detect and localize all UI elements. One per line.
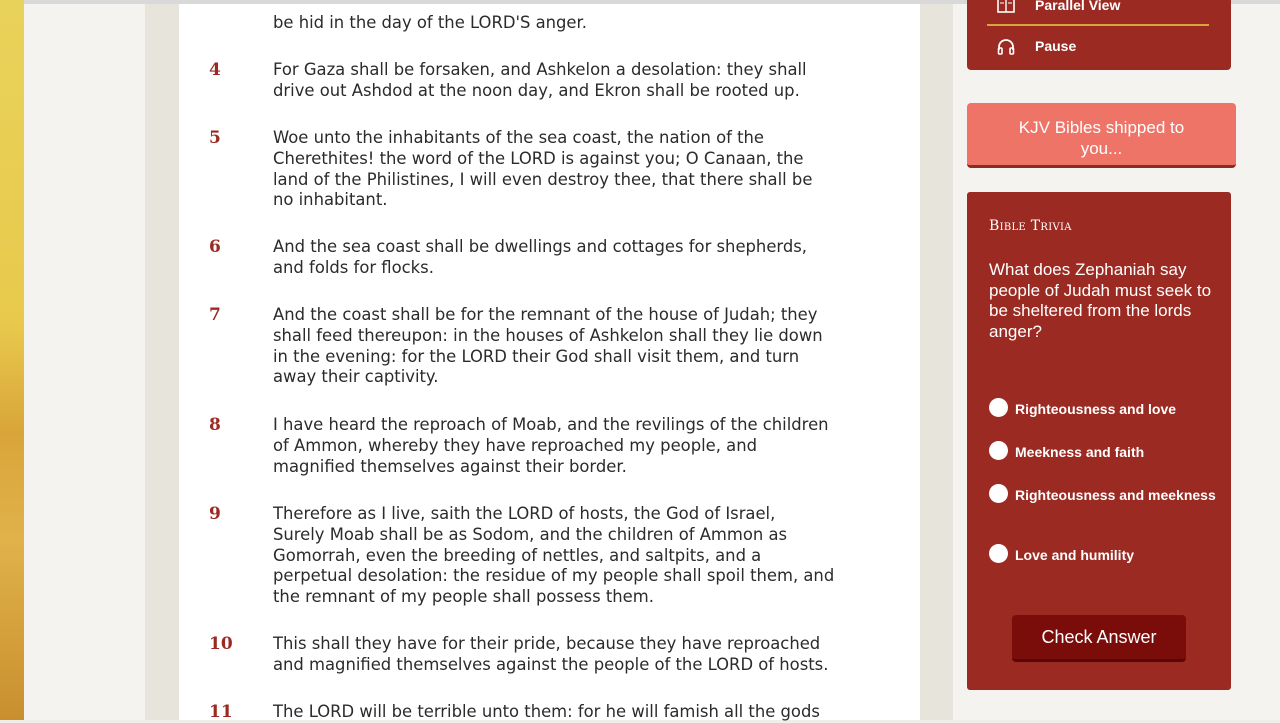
- trivia-option[interactable]: [989, 441, 1219, 461]
- verse-text: This shall they have for their pride, because they have reproached and magnified themselves against the people of the LORD of hosts.: [273, 634, 829, 674]
- audio-controls: [967, 0, 1231, 70]
- verse-number[interactable]: 7: [209, 305, 221, 325]
- trivia-option[interactable]: [989, 398, 1219, 418]
- verse-number[interactable]: 11: [209, 702, 233, 722]
- verse-number[interactable]: 6: [209, 237, 221, 257]
- trivia-title: Bible Trivia: [989, 218, 1072, 234]
- verse-text: And the coast shall be for the remnant of the house of Judah; they shall feed thereupon: in the houses of Ashkelon shall they lie down in the evening: for the LORD their God shall visit them, and turn away their captivity.: [273, 305, 823, 387]
- verse-number[interactable]: 8: [209, 415, 221, 435]
- headphones-icon: [996, 37, 1016, 57]
- option-label: Righteousness and meekness: [1015, 487, 1216, 503]
- verse-number[interactable]: 5: [209, 128, 221, 148]
- verse-number[interactable]: 4: [209, 60, 221, 80]
- trivia-question: What does Zephaniah say people of Judah must seek to be sheltered from the lords anger?: [989, 260, 1212, 341]
- verse-text: And the sea coast shall be dwellings and cottages for shepherds, and folds for flocks.: [273, 237, 808, 277]
- kjv-bibles-shipped-link[interactable]: [967, 103, 1236, 168]
- bible-trivia-widget: [967, 192, 1231, 690]
- divider: [987, 24, 1209, 26]
- verse-text: Therefore as I live, saith the LORD of hosts, the God of Israel, Surely Moab shall be as Sodom, and the children of Ammon as Gomorrah, even the breeding of nettles, and saltpits, and a perpetual desolation: the residue of my people shall spoil them, and the remnant of my people shall possess them.: [273, 504, 835, 607]
- parallel-view-label: Parallel View: [1035, 0, 1121, 13]
- option-label: Righteousness and love: [1015, 401, 1177, 417]
- option-label: Meekness and faith: [1015, 444, 1145, 460]
- book-icon: [996, 0, 1016, 16]
- check-answer-button[interactable]: Check Answer: [1012, 615, 1186, 662]
- pause-label: Pause: [1035, 38, 1077, 54]
- desktop-wallpaper-strip: [0, 0, 24, 720]
- verse-number[interactable]: 9: [209, 504, 221, 524]
- chapter-content: [179, 4, 920, 720]
- verse-text: For Gaza shall be forsaken, and Ashkelon a desolation: they shall drive out Ashdod at the noon day, and Ekron shall be rooted up.: [273, 60, 807, 100]
- verse-text: I have heard the reproach of Moab, and the revilings of the children of Ammon, whereby they have reproached my people, and magnified themselves against their border.: [273, 415, 829, 476]
- radio-button[interactable]: [989, 441, 1008, 460]
- radio-button[interactable]: [989, 544, 1008, 563]
- verse-text: be hid in the day of the LORD'S anger.: [273, 13, 587, 32]
- option-label: Love and humility: [1015, 547, 1135, 563]
- radio-button[interactable]: [989, 484, 1008, 503]
- verse-text: The LORD will be terrible unto them: for he will famish all the gods: [273, 702, 820, 721]
- ship-link-label: KJV Bibles shipped to you...: [1018, 118, 1185, 158]
- radio-button[interactable]: [989, 398, 1008, 417]
- verse-number[interactable]: 10: [209, 634, 233, 654]
- trivia-option[interactable]: [989, 544, 1219, 564]
- trivia-option[interactable]: [989, 484, 1219, 504]
- verse-text: Woe unto the inhabitants of the sea coast, the nation of the Cherethites! the word of the LORD is against you; O Canaan, the land of the Philistines, I will even destroy thee, that there shall be no inhabitant.: [273, 128, 813, 210]
